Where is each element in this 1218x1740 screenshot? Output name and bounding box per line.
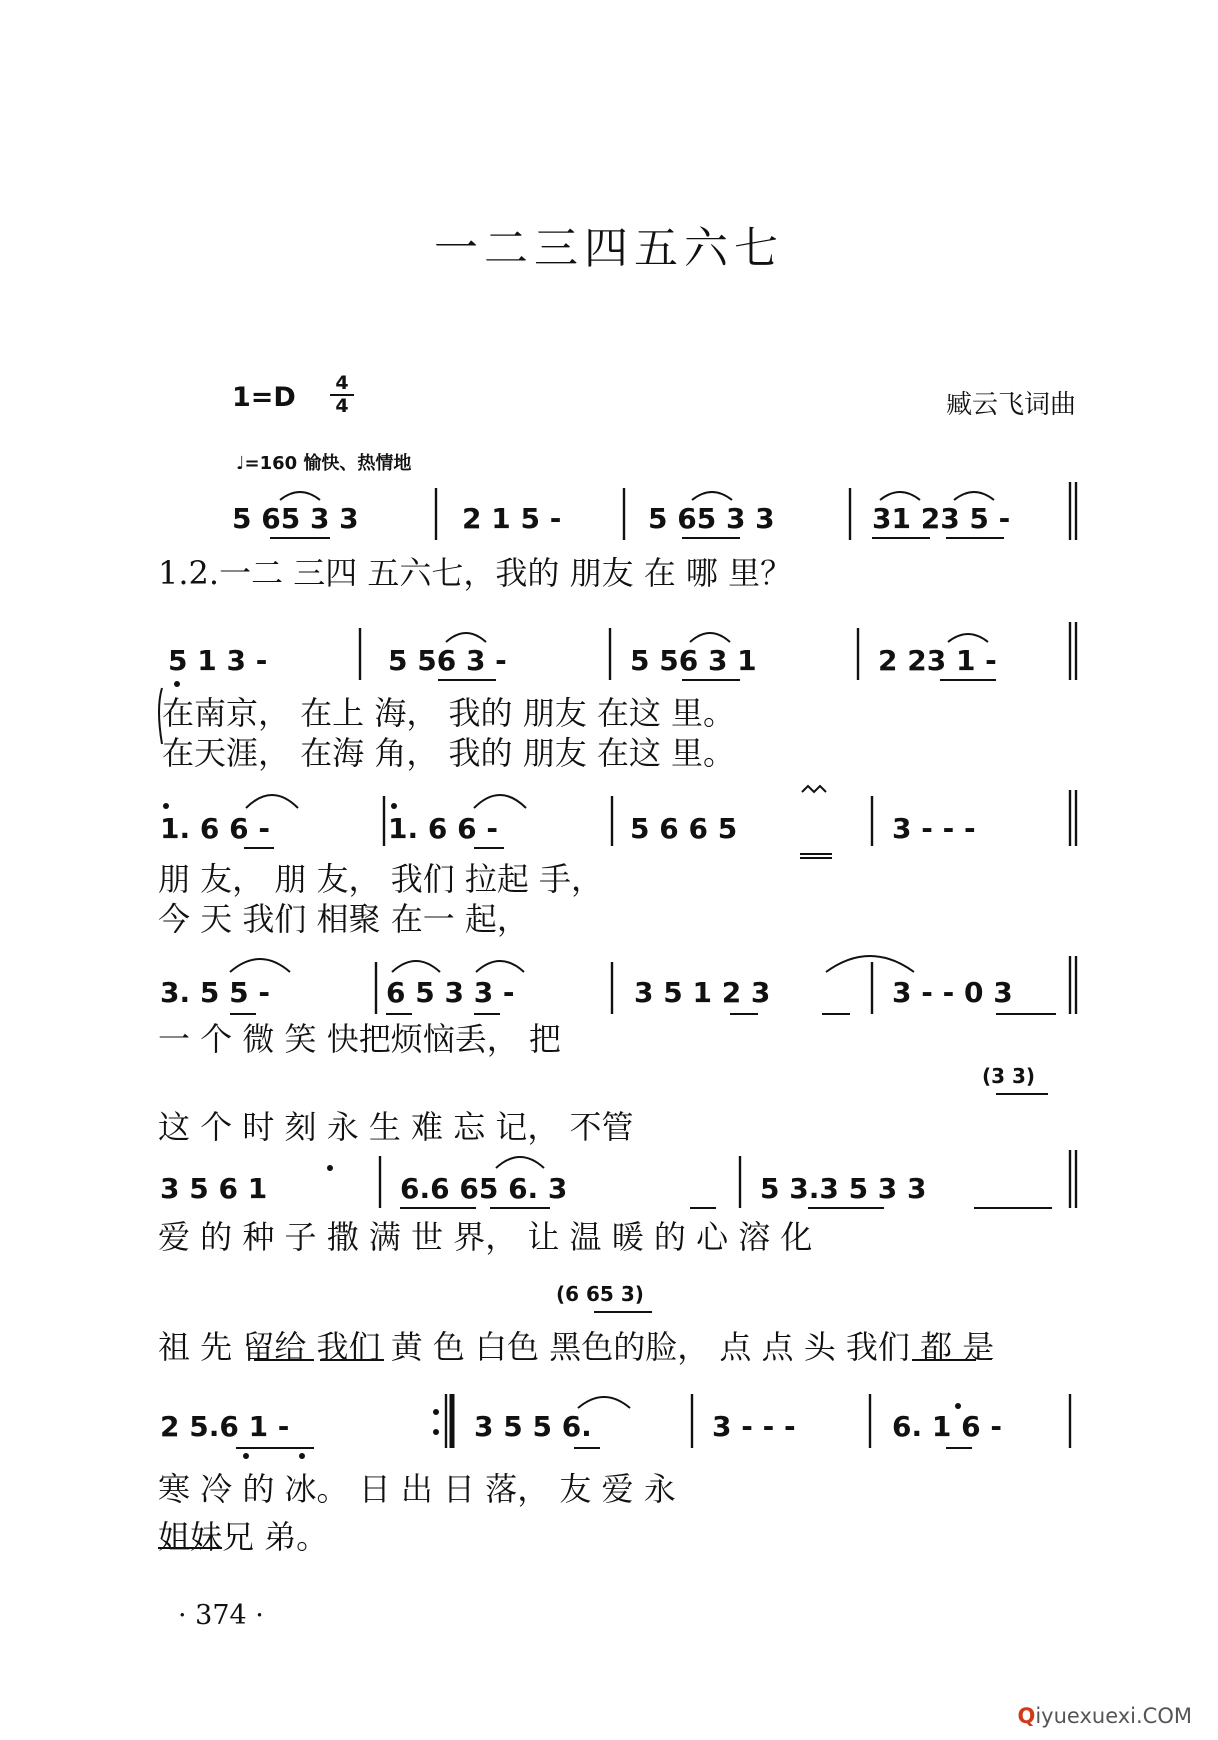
measure-notes: 6 5 3 3 - — [386, 976, 515, 1009]
octave-dot-low — [174, 681, 180, 687]
time-signature-bottom: 4 — [330, 394, 354, 417]
measure-notes: 3 5 5 6. — [474, 1410, 592, 1443]
slur — [230, 959, 290, 972]
slur — [880, 492, 920, 500]
measure-notes: 6. 1 6 - — [892, 1410, 1002, 1443]
brace — [159, 688, 162, 744]
measure-notes: 6.6 65 6. 3 — [400, 1172, 568, 1205]
lyric-line: 祖 先 留给 我们 黄 色 白色 黑色的脸， 点 点 头 我们 都 是 — [158, 1328, 995, 1366]
slur — [496, 1157, 544, 1168]
lyric-line: 这 个 时 刻 永 生 难 忘 记， 不管 — [158, 1108, 634, 1146]
page-number: · 374 · — [178, 1600, 264, 1631]
alternate-notes: (3 3) — [982, 1064, 1036, 1088]
octave-dot-high — [327, 1165, 333, 1171]
alternate-notes: (6 65 3) — [556, 1282, 644, 1306]
lyric-line: 姐妹兄 弟。 — [158, 1518, 329, 1556]
lyric-line: 在南京， 在上 海， 我的 朋友 在这 里。 — [162, 694, 736, 732]
measure-notes: 5 56 3 - — [388, 644, 507, 677]
lyric-line: 1.2.一二 三四 五六七，我的 朋友 在 哪 里？ — [158, 554, 793, 592]
repeat-dot — [433, 1429, 439, 1435]
key-signature: 1=D — [232, 382, 296, 413]
measure-notes: 3 - - - — [892, 812, 976, 845]
slur — [246, 795, 298, 808]
measure-notes: 2 5.6 1 - — [160, 1410, 290, 1443]
octave-dot-high — [163, 803, 169, 809]
measure-notes: 31 23 5 - — [872, 502, 1011, 535]
slur — [954, 492, 994, 500]
measure-notes: 2 23 1 - — [878, 644, 997, 677]
trill — [802, 786, 826, 792]
measure-notes: 3. 5 5 - — [160, 976, 270, 1009]
slur — [476, 961, 524, 972]
slur — [280, 492, 320, 500]
octave-dot-high — [955, 1403, 961, 1409]
measure-notes: 1. 6 6 - — [388, 812, 498, 845]
slur — [690, 633, 730, 642]
measure-notes: 3 - - 0 3 — [892, 976, 1013, 1009]
slur — [578, 1397, 630, 1408]
lyric-line: 今 天 我们 相聚 在一 起， — [158, 900, 529, 938]
measure-notes: 5 65 3 3 — [648, 502, 775, 535]
slur — [392, 961, 440, 972]
octave-dot-low — [243, 1453, 249, 1459]
lyric-line: 一 个 微 笑 快把烦恼丢， 把 — [158, 1020, 561, 1058]
slur — [474, 795, 526, 808]
time-signature-top: 4 — [335, 372, 349, 394]
slur — [948, 634, 988, 642]
composer-credit: 臧云飞词曲 — [945, 390, 1076, 420]
song-title: 一二三四五六七 — [434, 223, 784, 274]
measure-notes: 1. 6 6 - — [160, 812, 270, 845]
watermark-text: iyuexuexi.COM — [1035, 1704, 1192, 1728]
measure-notes: 2 1 5 - — [462, 502, 562, 535]
lyric-line: 朋 友， 朋 友， 我们 拉起 手， — [158, 860, 604, 898]
tempo-marking: ♩=160 愉快、热情地 — [236, 453, 412, 474]
measure-notes: 5 6 6 5 — [630, 812, 738, 845]
watermark-q: Q — [1017, 1704, 1036, 1728]
lyric-line: 爱 的 种 子 撒 满 世 界， 让 温 暖 的 心 溶 化 — [158, 1218, 813, 1256]
octave-dot-high — [391, 803, 397, 809]
measure-notes: 3 5 6 1 — [160, 1172, 268, 1205]
measure-notes: 5 65 3 3 — [232, 502, 359, 535]
octave-dot-low — [299, 1453, 305, 1459]
measure-notes: 3 - - - — [712, 1410, 796, 1443]
lyric-line: 在天涯， 在海 角， 我的 朋友 在这 里。 — [162, 734, 736, 772]
lyric-line: 寒 冷 的 冰。 日 出 日 落， 友 爱 永 — [158, 1470, 676, 1508]
measure-notes: 3 5 1 2 3 — [634, 976, 771, 1009]
slur — [692, 492, 732, 500]
measure-notes: 5 3.3 5 3 3 — [760, 1172, 927, 1205]
measure-notes: 5 1 3 - — [168, 644, 268, 677]
slur — [446, 633, 486, 642]
slur — [826, 956, 914, 972]
repeat-dot — [433, 1409, 439, 1415]
measure-notes: 5 56 3 1 — [630, 644, 757, 677]
